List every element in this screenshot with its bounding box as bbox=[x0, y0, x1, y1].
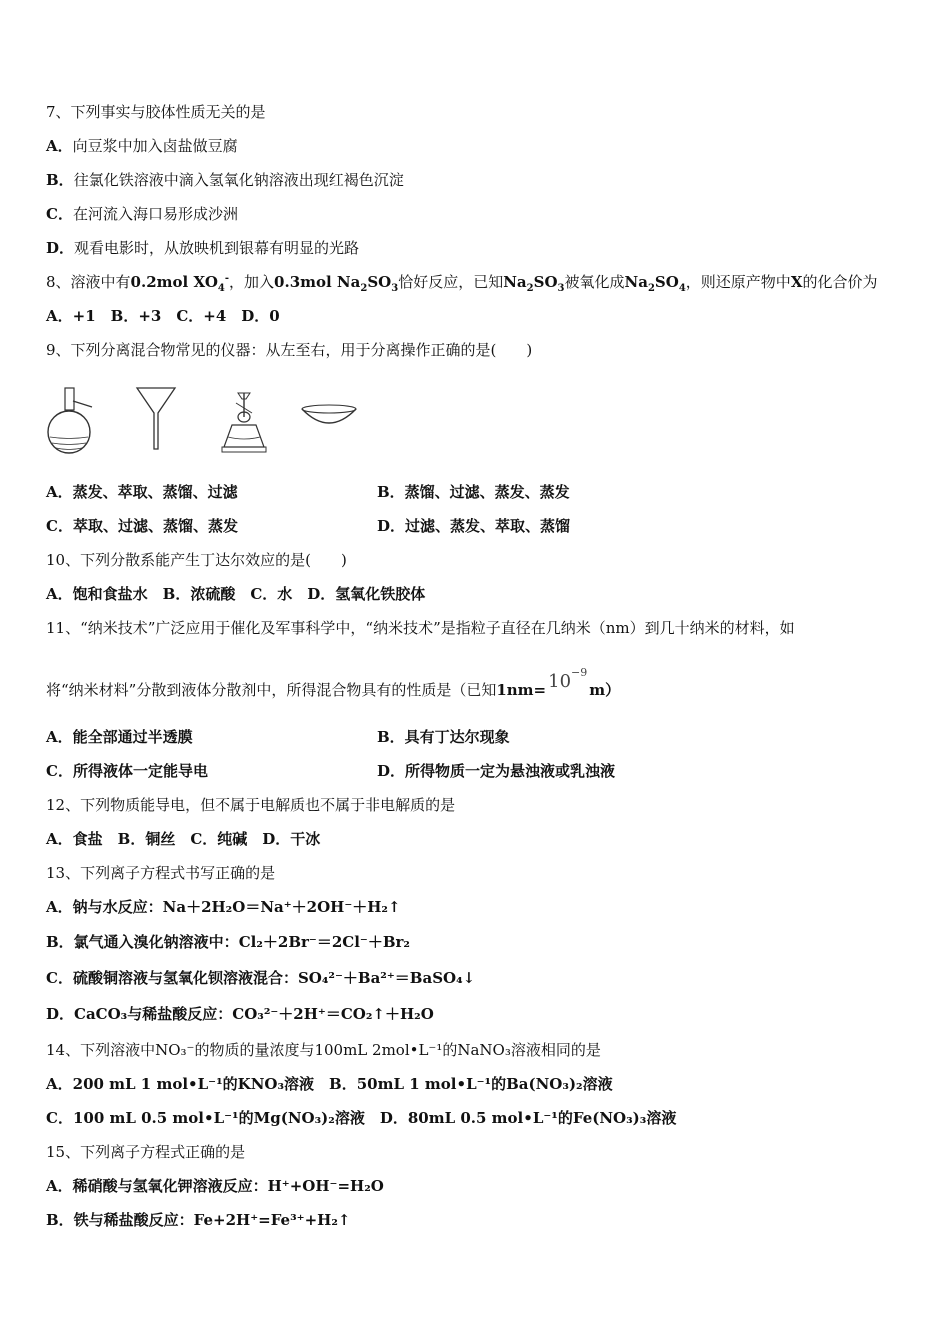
q9-stem: 9、下列分离混合物常见的仪器：从左至右，用于分离操作正确的是( ) bbox=[46, 341, 533, 359]
q13-option-b: B．氯气通入溴化钠溶液中：Cl₂＋2Br⁻＝2Cl⁻＋Br₂ bbox=[46, 933, 410, 951]
q13-option-a: A．钠与水反应：Na＋2H₂O＝Na⁺＋2OH⁻＋H₂↑ bbox=[46, 898, 401, 916]
q15-stem: 15、下列离子方程式正确的是 bbox=[46, 1143, 246, 1161]
q13-option-d: D．CaCO₃与稀盐酸反应：CO₃²⁻＋2H⁺＝CO₂↑＋H₂O bbox=[46, 1005, 434, 1023]
q9-option-c: C．萃取、过滤、蒸馏、蒸发 bbox=[46, 517, 238, 535]
q12-options: A．食盐 B．铜丝 C．纯碱 D．干冰 bbox=[46, 830, 321, 848]
q14-options-cd: C．100 mL 0.5 mol•L⁻¹的Mg(NO₃)₂溶液 D．80mL 0.5 mol•L⁻¹的Fe(NO₃)₃溶液 bbox=[46, 1109, 677, 1127]
funnel-icon bbox=[135, 385, 177, 460]
q11-option-a: A．能全部通过半透膜 bbox=[46, 728, 193, 746]
q13-stem: 13、下列离子方程式书写正确的是 bbox=[46, 864, 276, 882]
alcohol-lamp-stand-icon bbox=[218, 385, 270, 460]
q12-stem: 12、下列物质能导电，但不属于电解质也不属于非电解质的是 bbox=[46, 796, 456, 814]
distillation-flask-icon bbox=[46, 385, 96, 460]
q10-options: A．饱和食盐水 B．浓硫酸 C．水 D．氢氧化铁胶体 bbox=[46, 585, 426, 603]
q11-stem-line1: 11、“纳米技术”广泛应用于催化及军事科学中，“纳米技术”是指粒子直径在几纳米（nm）到几十纳米的材料，如 bbox=[46, 619, 795, 637]
q7-option-b: B．往氯化铁溶液中滴入氢氧化钠溶液出现红褐色沉淀 bbox=[46, 171, 404, 189]
q8-stem: 8、溶液中有0.2mol $XO_4^-$，加入0.3mol $Na_2SO_3$恰好反应，已知$Na_2SO_3$被氧化成$Na_2SO_4$，则还原产物中X的化合价为 bbox=[46, 273, 878, 294]
q8-options: A．+1 B．+3 C．+4 D．0 bbox=[46, 307, 280, 325]
q15-option-b: B．铁与稀盐酸反应：Fe+2H⁺=Fe³⁺+H₂↑ bbox=[46, 1211, 351, 1229]
power-of-ten: $10^{-9}$ bbox=[548, 666, 588, 692]
q9-option-d: D．过滤、蒸发、萃取、蒸馏 bbox=[377, 517, 571, 535]
q10-stem: 10、下列分散系能产生丁达尔效应的是( ) bbox=[46, 551, 347, 569]
q7-option-a: A．向豆浆中加入卤盐做豆腐 bbox=[46, 137, 238, 155]
q14-options-ab: A．200 mL 1 mol•L⁻¹的KNO₃溶液 B．50mL 1 mol•L⁻¹的Ba(NO₃)₂溶液 bbox=[46, 1075, 613, 1093]
q7-stem: 7、下列事实与胶体性质无关的是 bbox=[46, 103, 266, 121]
q11-option-b: B．具有丁达尔现象 bbox=[377, 728, 510, 746]
q15-option-a: A．稀硝酸与氢氧化钾溶液反应：H⁺+OH⁻=H₂O bbox=[46, 1177, 384, 1195]
q9-option-a: A．蒸发、萃取、蒸馏、过滤 bbox=[46, 483, 238, 501]
q11-stem-line2: 将“纳米材料”分散到液体分散剂中，所得混合物具有的性质是（已知$1nm= 10^{-9}m$） bbox=[46, 666, 621, 699]
evaporating-dish-icon bbox=[298, 385, 360, 460]
q7-option-d: D．观看电影时，从放映机到银幕有明显的光路 bbox=[46, 239, 360, 257]
q13-option-c: C．硫酸铜溶液与氢氧化钡溶液混合：SO₄²⁻＋Ba²⁺＝BaSO₄↓ bbox=[46, 969, 476, 987]
q9-option-b: B．蒸馏、过滤、蒸发、蒸发 bbox=[377, 483, 570, 501]
q14-stem: 14、下列溶液中NO₃⁻的物质的量浓度与100mL 2mol•L⁻¹的NaNO₃溶液相同的是 bbox=[46, 1041, 601, 1059]
q7-option-c: C．在河流入海口易形成沙洲 bbox=[46, 205, 238, 223]
q11-option-d: D．所得物质一定为悬浊液或乳浊液 bbox=[377, 762, 616, 780]
q11-option-c: C．所得液体一定能导电 bbox=[46, 762, 208, 780]
